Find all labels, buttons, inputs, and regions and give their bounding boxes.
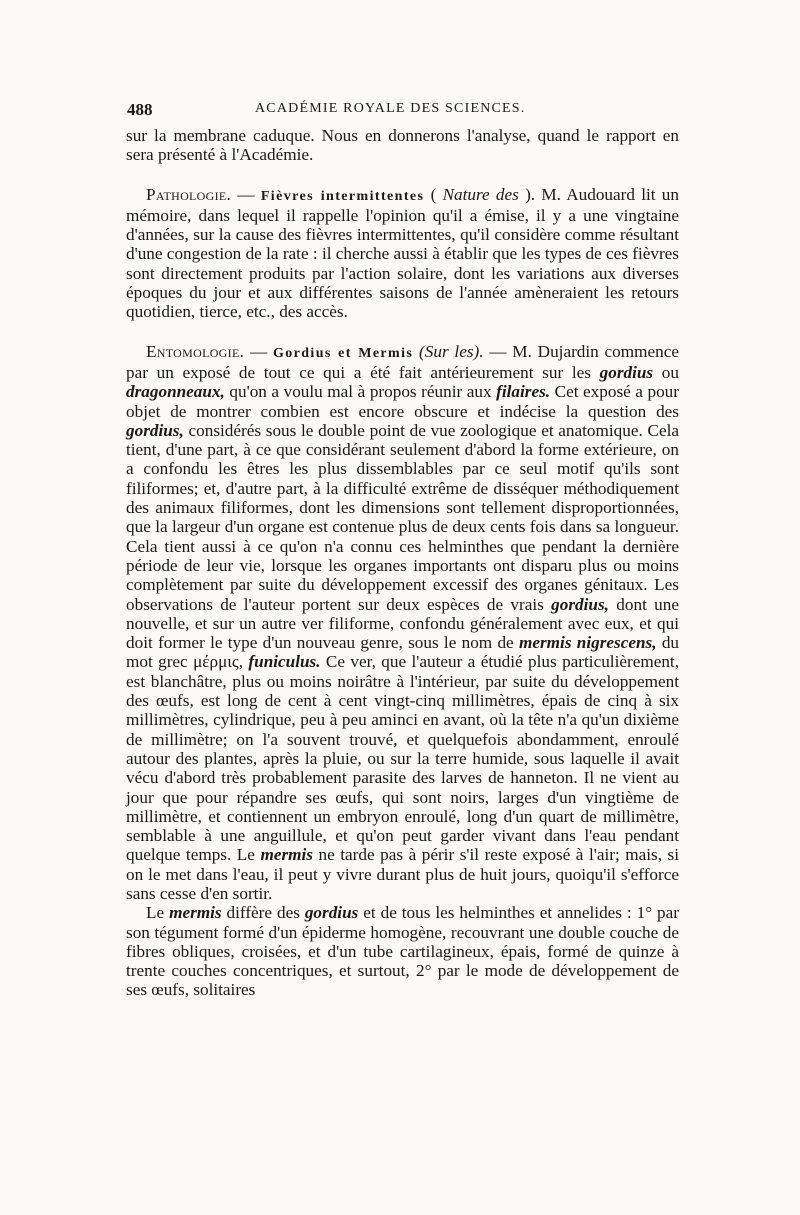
body-text — [126, 126, 679, 1000]
paragraph-continuation: sur la membrane caduque. Nous en donnerons l'analyse, quand le rapport en sera présenté à l'Académie. — [126, 126, 679, 165]
running-title: ACADÉMIE ROYALE DES SCIENCES. — [255, 101, 526, 116]
greek-word: μέρμις, — [193, 652, 244, 672]
page-number: 488 — [127, 100, 153, 119]
section-heading-pathologie: Pathologie. — [146, 184, 232, 204]
page-header — [127, 100, 677, 120]
paragraph-pathologie: Pathologie. — Fièvres intermittentes ( Nature des ). M. Audouard lit un mémoire, dans lequel il rappelle l'opinion qu'il a émise, il y a une vingtaine d'années, sur la cause des fièvres intermittentes, qu'il considère comme résultant d'une congestion de la rate : il cherche aussi à établir que les types de ces fièvres sont directement produits par l'action solaire, dont les variations aux diverses époques du jour et aux différentes saisons de l'année amèneraient les retours quotidien, tierce, etc., des accès. — [126, 184, 679, 322]
section-heading-entomologie: Entomologie. — [146, 341, 245, 361]
entry-title-gordius: Gordius et Mermis — [272, 345, 414, 361]
paragraph-entomologie: Entomologie. — Gordius et Mermis (Sur les). — M. Dujardin commence par un exposé de tout ce qui a été fait antérieurement sur les gordius ou dragonneaux, qu'on a voulu mal à propos réunir aux filaires. Cet exposé a pour objet de montrer combien est encore obscure et indécise la question des gordius, considérés sous le double point de vue zoologique et anatomique. Cela tient, d'une part, à ce que considérant seulement d'abord la forme extérieure, on a confondu les êtres les plus dissemblables par ce seul motif qu'ils sont filiformes; et, d'autre part, à la difficulté extrême de disséquer méthodiquement des animaux filiformes, dont les dimensions sont tellement disproportionnées, que la largeur d'un organe est contenue plus de deux cents fois dans sa longueur. Cela tient aussi à ce qu'on n'a connu ces helminthes que pendant la dernière période de leur vie, lorsque les organes importants ont disparu plus ou moins complètement par suite du développement excessif des organes génitaux. Les observations de l'auteur portent sur deux espèces de vrais gordius, dont une nouvelle, et sur un autre ver filiforme, confondu généralement avec eux, et qui doit former le type d'un nouveau genre, sous le nom de mermis nigrescens, du mot grec μέρμις, funiculus. Ce ver, que l'auteur a étudié plus particulièrement, est blanchâtre, plus ou moins noirâtre à l'intérieur, par suite du développement des œufs, est long de cent à cent vingt-cinq millimètres, épais de cinq à six millimètres, cylindrique, peu à peu aminci en avant, où la tête n'a qu'un dixième de millimètre; on l'a souvent trouvé, et quelquefois abondamment, enroulé autour des plantes, après la pluie, ou sur la terre humide, sous laquelle il avait vécu d'abord très probablement parasite des larves de hanneton. Il ne vient au jour que pour répandre ses œufs, qui sont noirs, larges d'un vingtième de millimètre, et contiennent un embryon enroulé, long d'un quart de millimètre, semblable à une anguillule, et qu'on peut garder vivant dans l'eau pendant quelque temps. Le mermis ne tarde pas à périr s'il reste exposé à l'air; mais, si on le met dans l'eau, il peut y vivre durant plus de huit jours, quoiqu'il s'efforce sans cesse d'en sortir. — [126, 341, 680, 903]
paragraph-mermis: Le mermis diffère des gordius et de tous les helminthes et annelides : 1° par son tégument formé d'un épiderme homogène, recouvrant une double couche de fibres obliques, croisées, et d'un tube cartilagineux, épais, formé de quinze à trente couches concentriques, et surtout, 2° par le mode de développement de ses œufs, solitaires — [126, 903, 679, 1000]
entry-title-fievres: Fièvres intermittentes — [260, 188, 425, 204]
